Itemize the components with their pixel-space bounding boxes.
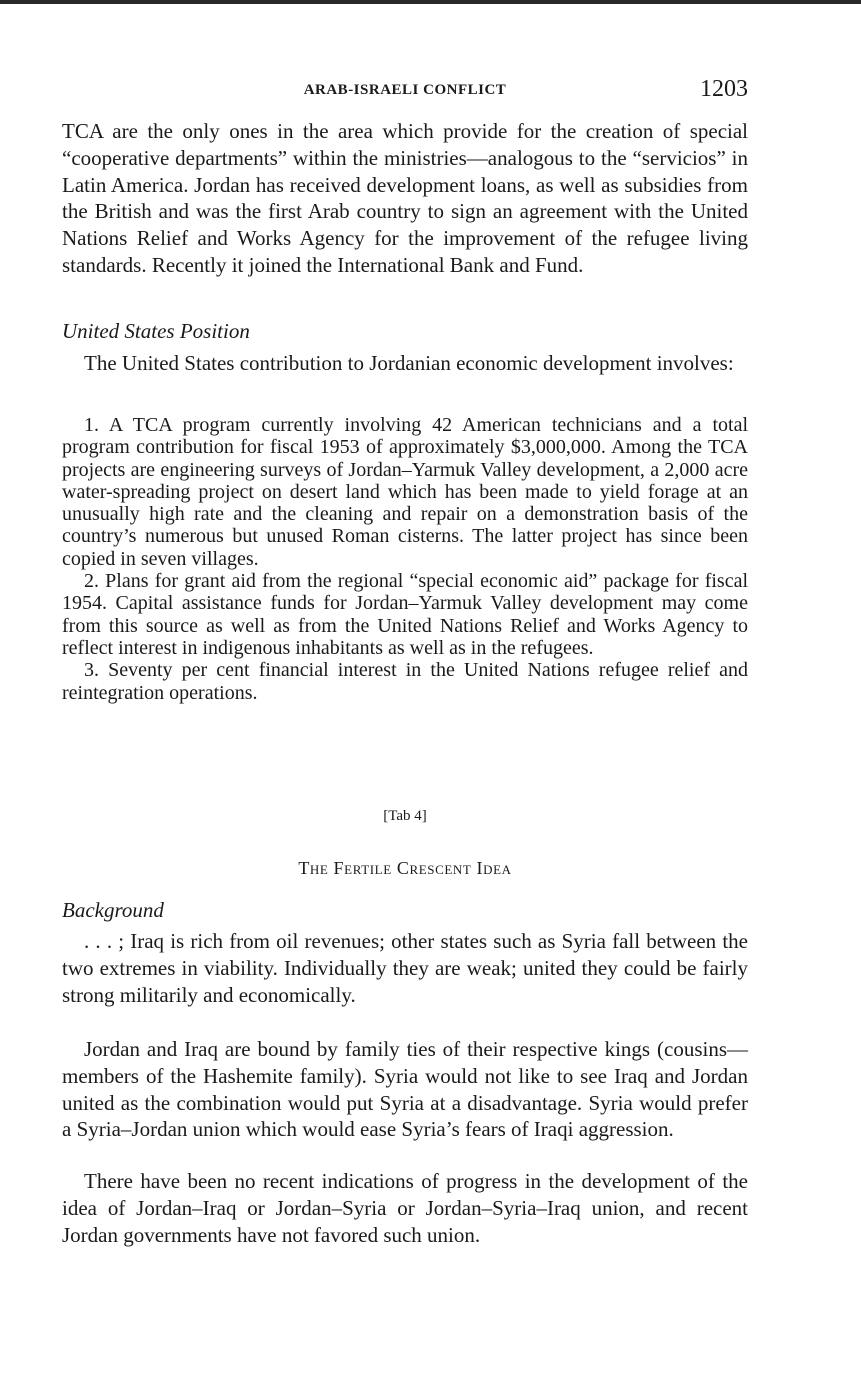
opening-paragraph: TCA are the only ones in the area which provide for the creation of special “cooperative departments” within the ministries—analogous to the “servicios” in Latin America. Jordan has received development loans, as well as subsidies from the British and was the first Arab country to sign an agreement with the United Nations Relief and Works Agency for the improvement of the refugee living standards. Recently it joined the International Bank and Fund. [62,119,748,277]
running-head [62,76,748,106]
background-heading: Background [62,898,164,922]
background-paragraph-3: There have been no recent indications of progress in the development of the idea of Jordan–Iraq or Jordan–Syria or Jordan–Syria–Iraq union, and recent Jordan governments have not favored such union. [62,1169,748,1247]
us-position-list [62,414,748,704]
page-number: 1203 [700,76,748,102]
list-item: 1. A TCA program currently involving 42 American technicians and a total program contribution for fiscal 1953 of approximately $3,000,000. Among the TCA projects are engineering surveys of Jordan–Yarmuk Valley development, a 2,000 acre water-spreading project on desert land which has been made to yield forage at an unusually high rate and the cleaning and repair on a demonstration basis of the country’s numerous but unused Roman cisterns. The latter project has since been copied in seven villages. [62,414,748,570]
us-position-intro: The United States contribution to Jordanian economic development involves: [84,351,734,375]
background-paragraph-2: Jordan and Iraq are bound by family ties of their respective kings (cousins—members of the Hashemite family). Syria would not like to see Iraq and Jordan united as the combination would put Syria at a disadvantage. Syria would prefer a Syria–Jordan union which would ease Syria’s fears of Iraqi aggression. [62,1037,748,1142]
page-top-rule [0,0,861,4]
running-title: ARAB-ISRAELI CONFLICT [303,82,507,98]
section-title: The Fertile Crescent Idea [298,858,512,878]
us-position-heading: United States Position [62,319,250,343]
list-item: 2. Plans for grant aid from the regional “special economic aid” package for fiscal 1954. Capital assistance funds for Jordan–Yarmuk Valley development may come from this source as well as from the United Nations Relief and Works Agency to reflect interest in indigenous inhabitants as well as in the refugees. [62,570,748,659]
tab-label: [Tab 4] [383,808,427,824]
background-paragraph-1: . . . ; Iraq is rich from oil revenues; other states such as Syria fall between the two extremes in viability. Individually they are weak; united they could be fairly strong militarily and economically. [62,929,748,1007]
list-item: 3. Seventy per cent financial interest in the United Nations refugee relief and reintegration operations. [62,659,748,704]
